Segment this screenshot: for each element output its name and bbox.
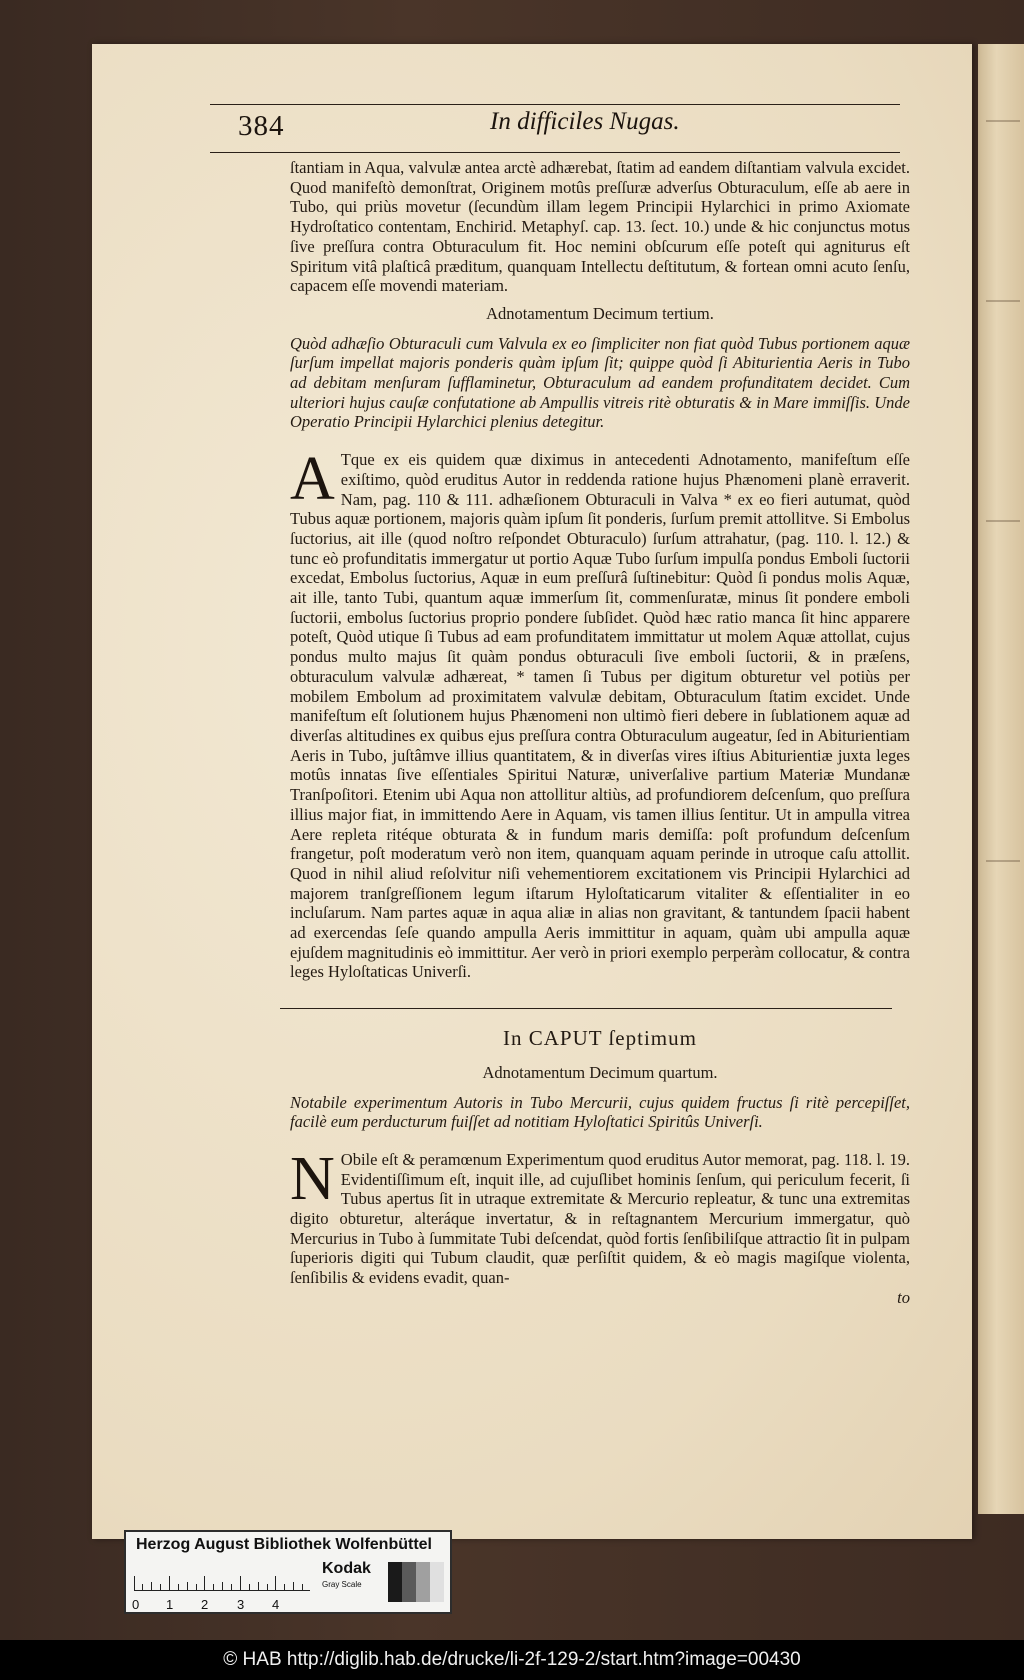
ruler [132,1560,310,1612]
running-head: In difficiles Nugas. [490,108,680,135]
gray-scale-label: Gray Scale [322,1580,362,1589]
edge-mark [986,120,1020,122]
edge-mark [986,860,1020,862]
ruler-number: 1 [166,1597,174,1612]
ruler-number: 4 [272,1597,280,1612]
adjacent-page-edge [978,44,1024,1514]
gray-swatches [388,1562,444,1602]
ruler-number: 0 [132,1597,140,1612]
ruler-tick [240,1576,241,1590]
page-text [290,158,910,1324]
ruler-tick [151,1582,152,1590]
annotation-summary: Notabile experimentum Autoris in Tubo Mercurii, cujus quidem fructus ſi ritè percepiſſet, facilè eum perducturum fuiſſet ad notitiam Hyloſtatici Spiritûs Univerſi. [290,1092,910,1132]
header-rule-top [210,104,900,105]
paragraph: Obile eſt & peramœnum Experimentum quod eruditus Autor memorat, pag. 118. l. 19. Evidentiſſimum eſt, inquit ille, ad cujuſlibet hominis ſenſum, qui periculum fecerit, ſi Tubus apertus ſit in utraque extremitate & Mercurio repleatur, & tunc una extremitas digito obturetur, alteráque invertatur, & in reſtagnantem Mercurium immergatur, quò Mercurius in Tubo à ſummitate Tubi deſcendat, quòd fortis ſenſibiliſque attractio ſit in pulpam ſuperioris digiti qui Tubum claudit, quæ perſiſtit quidem, & eò magis magiſque violenta, ſenſibilis & evidens evadit, quan- [290,1149,910,1288]
kodak-brand: Kodak [322,1560,371,1577]
chapter-heading: In CAPUT ſeptimum [503,1026,697,1051]
annotation-heading: Adnotamentum Decimum tertium. [486,303,714,323]
gray-swatch [416,1562,430,1602]
ruler-tick [284,1584,285,1590]
ruler-tick [231,1584,232,1590]
catchword: to [897,1287,910,1307]
gray-swatch [388,1562,402,1602]
paragraph-block [290,1144,910,1288]
ruler-tick [142,1584,143,1590]
drop-cap: A [290,445,335,514]
ruler-tick [267,1584,268,1590]
annotation-heading: Adnotamentum Decimum quartum. [482,1062,718,1082]
ruler-tick [275,1576,276,1590]
ruler-tick [169,1576,170,1590]
gray-swatch [430,1562,444,1602]
edge-mark [986,300,1020,302]
paragraph-block [290,445,910,982]
annotation-summary: Quòd adhæſio Obturaculi cum Valvula ex eo ſimpliciter non fiat quòd Tubus portionem aquæ ſurſum impellat majoris ponderis quàm ipſum ſit; quippe quòd ſi Abiturientia Aeris in Tubo ad debitam menſuram ſufflaminetur, Obturaculum ad eandem profunditatem decidet. Cum ulteriori hujus cauſæ confutatione ab Ampullis vitreis ritè obturatis & in Mare immiſſis. Unde Operatio Principii Hylarchici plenius detegitur. [290,333,910,432]
color-scale-card [124,1530,452,1614]
ruler-number: 2 [201,1597,209,1612]
ruler-tick [258,1582,259,1590]
paragraph: ſtantiam in Aqua, valvulæ antea arctè adhærebat, ſtatim ad eandem diſtantiam valvula excidet. Quod manifeſtò demonſtrat, Originem motûs preſſuræ adverſus Obturaculum, eſſe ab aere in Tubo, qui priùs movetur (ſecundùm illam legem Principii Hylarchici in primo Axiomate Hydroſtatico contentam, Enchirid. Metaphyſ. cap. 13. ſect. 10.) unde & hic conjunctus motus ſive preſſura contra Obturaculum fit. Hoc nemini obſcurum eſſe poteſt qui agniturus eſt Spiritum vitâ plaſticâ præditum, quanquam Intellectu deſtitutum, & fortean omni acuto ſenſu, capacem eſſe movendi materiam. [290,158,910,296]
ruler-tick [302,1584,303,1590]
gray-swatch [402,1562,416,1602]
ruler-tick [204,1576,205,1590]
ruler-number: 3 [237,1597,245,1612]
edge-mark [986,520,1020,522]
section-rule [280,1008,892,1009]
ruler-tick [160,1584,161,1590]
ruler-tick [222,1582,223,1590]
ruler-tick [178,1584,179,1590]
ruler-tick [187,1582,188,1590]
library-name: Herzog August Bibliothek Wolfenbüttel [136,1536,432,1553]
header-rule-bottom [210,152,900,153]
ruler-tick [134,1576,135,1590]
ruler-tick [196,1584,197,1590]
ruler-tick [213,1584,214,1590]
ruler-tick [249,1584,250,1590]
drop-cap: N [290,1144,335,1213]
paragraph: Tque ex eis quidem quæ diximus in antecedenti Adnotamento, manifeſtum eſſe exiſtimo, quòd eruditus Autor in reddenda ratione hujus Phænomeni planè erraverit. Nam, pag. 110 & 111. adhæſionem Obturaculi in Valva * ex eo fieri autumat, quòd Tubus aquæ portionem, majoris quàm ipſum ſit ponderis, ſurſum premit attollitve. Si Embolus ſuctorius, ait ille (quod noſtro reſpondet Obturaculo) ſurſum attrahatur, (pag. 110. l. 12.) & tunc eò profunditatis immergatur ut portio Aquæ Tubo ſurſum impulſa pondus Emboli ſuctorii excedat, Embolus ſuctorius, Aquæ in eum preſſurâ ſuſtinebitur: Quòd ſi pondus molis Aquæ, ait ille, tanto Tubi, quantum aquæ immerſum ſit, commenſuratæ, minus ſit pondere emboli ſuctorii, embolus ſuctorius proprio pondere ſubſidet. Quòd hæc ratio manca ſit hinc apparere poteſt, Quòd utique ſi Tubus ad eam profunditatem immittatur ut molem Aquæ attollat, cujus pondus multo majus ſit quàm pondus obturaculi ſive emboli ſuctorii, & in præſens, obturaculum valvulæ adhæreat, * tamen ſi Tubus per digitum obturetur vel potiùs per mobilem Embolum ad proximitatem valvulæ debitam, Obturaculum ſtatim excidet. Unde manifeſtum eſt ſolutionem hujus Phænomeni non ultimò fieri debere in ſublationem aquæ ad diverſas altitudines ex quibus ejus preſſura contra Obturaculum augeatur, ſed in Abiturientiam Aeris in Tubo, juſtâmve illius quantitatem, & in diverſas vires iſtius Abiturientiæ juxta leges motûs innatas ſive eſſentiales Spiritui Naturæ, univerſalive partium Materiæ Mundanæ Tranſpoſitori. Etenim ubi Aqua non attollitur altiùs, ad profundiorem deſcenſum, quo preſſura illius major fiat, in immittendo Aere in Aquam, vis tamen illius ſentitur. Ut in ampulla vitrea Aere repleta ritéque obturata & in fundum maris demiſſa: poſt profundum deſcenſum frangetur, poſt moderatum verò non item, quanquam aquam perinde in utroque caſu attollit. Quod in nihil aliud reſolvitur niſi vehementiorem excitationem vis Principii Hylarchici ad majorem tranſgreſſionem legum iſtarum Hyloſtaticarum vitaliter & eſſentialiter in eo incluſarum. Nam partes aquæ in aqua aliæ in alias non gravitant, & tantundem ſpacii habent ad exercendas ſeſe quando ampulla Aeris immittitur in aquam, quàm ubi ampulla aquæ ejuſdem magnitudinis eò immittitur. Aer verò in priori exemplo perperàm collocatur, & contra leges Hyloſtaticas Univerſi. [290,450,910,982]
ruler-tick [293,1582,294,1590]
page-number: 384 [238,110,285,142]
copyright-footer: © HAB http://diglib.hab.de/drucke/li-2f-129-2/start.htm?image=00430 [0,1640,1024,1680]
